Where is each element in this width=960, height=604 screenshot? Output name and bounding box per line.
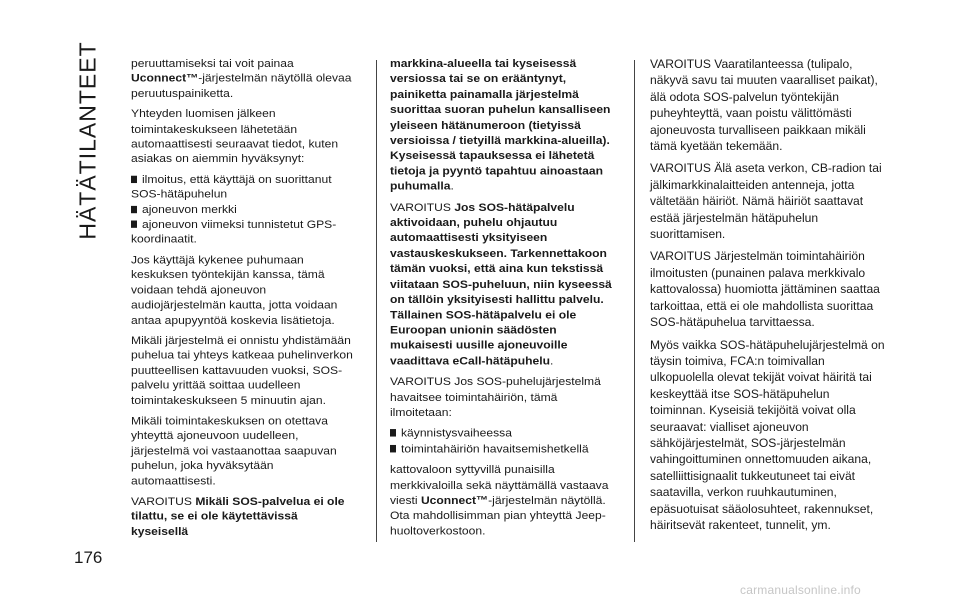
column-3 [650, 56, 886, 539]
uconnect-label: Uconnect™ [420, 493, 489, 507]
list-item [131, 217, 357, 247]
paragraph: Mikäli toimintakeskuksen on otettava yhteyttä ajoneuvoon uudelleen, järjestelmä voi vastaanottaa saapuvan puhelun, joka hyväksytään automaattisesti. [131, 414, 337, 488]
list-item [131, 202, 357, 217]
warning-label: VAROITUS [131, 494, 192, 508]
column-1 [131, 56, 357, 544]
list-item-text: toimintahäiriön havaitsemishetkellä [401, 441, 589, 456]
warning-text: markkina-alueella tai kyseisessä versiossa tai se on erääntynyt, painiketta painamalla järjestelmä suorittaa suoran puhelun kansalliseen yleiseen hätänumeroon (tietyissä versioissa / tietyillä markkina-alueilla). Kyseisessä tapauksessa ei lähetetä tietoja ja pyyntö tapahtuu ainoastaan puhumalla [390, 56, 611, 193]
paragraph [390, 462, 618, 539]
warning-paragraph: VAROITUS Jos SOS-puhelujärjestelmä havaitsee toimintahäiriön, tämä ilmoitetaan: [390, 374, 601, 419]
paragraph: Mikäli järjestelmä ei onnistu yhdistämään puhelua tai yhteys katkeaa puhelinverkon puutteellisen kattavuuden vuoksi, SOS-palvelu yrittää soittaa uudelleen toimintakeskukseen 5 minuutin ajan. [131, 333, 353, 407]
list-item-text: ilmoitus, että käyttäjä on suorittanut SOS-hätäpuhelun [131, 172, 332, 201]
warning-paragraph: VAROITUS Älä aseta verkon, CB-radion tai jälkimarkkinalaitteiden antenneja, jotta vältetään häiriöt. Nämä häiriöt saattavat estää järjestelmän hätäpuhelun suorittamisen. [650, 161, 882, 242]
uconnect-label: Uconnect™ [131, 71, 199, 85]
list-item-text: ajoneuvon merkki [142, 202, 237, 216]
list-item-text: käynnistysvaiheessa [401, 426, 512, 440]
column-divider-1 [376, 60, 377, 542]
bullet-icon [390, 429, 396, 436]
list-item [390, 441, 618, 456]
warning-text: Mikäli SOS-palvelua ei ole tilattu, se ei ole käytettävissä kyseisellä [131, 494, 345, 538]
column-2 [390, 56, 618, 544]
bullet-icon [131, 221, 137, 228]
warning-label: VAROITUS [390, 200, 451, 214]
section-title [68, 40, 108, 240]
warning-paragraph: VAROITUS Vaaratilanteessa (tulipalo, näkyvä savu tai muuten vaaralliset paikat), älä odota SOS-palvelun työntekijän puheyhteyttä, vaan poistu välittömästi ajoneuvosta turvalliseen paikkaan mikäli tämä kyetään tekemään. [650, 57, 878, 154]
text: . [549, 354, 554, 368]
bullet-icon [390, 445, 396, 452]
paragraph [131, 56, 357, 101]
warning-text: Jos SOS-hätäpalvelu aktivoidaan, puhelu ohjautuu automaattisesti yksityiseen vastauskeskukseen. Tarkennettakoon tämän vuoksi, että aina kun tekstissä viitataan SOS-puheluun, niin kyseessä on tällöin yksityisesti hallittu palvelu. Tällainen SOS-hätäpalvelu ei ole Euroopan unionin säädösten mukaisesti uusille ajoneuvoille vaadittava eCall-hätäpuhelu [390, 200, 612, 368]
list-item-text: ajoneuvon viimeksi tunnistetut GPS-koordinaatit. [131, 217, 337, 246]
warning-paragraph [131, 494, 357, 539]
section-title-text: HÄTÄTILANTEET [74, 40, 101, 240]
text: -järjestelmän näytöllä olevaa peruutuspainiketta. [131, 71, 352, 100]
list-item [390, 426, 618, 441]
list-item [131, 172, 357, 202]
bullet-icon [131, 176, 137, 183]
text: peruuttamiseksi tai voit painaa [131, 56, 294, 70]
text: . [450, 179, 454, 193]
warning-paragraph [390, 200, 618, 369]
page-number: 176 [74, 548, 103, 567]
warning-paragraph: VAROITUS Järjestelmän toimintahäiriön ilmoitusten (punainen palava merkkivalo kattovalossa) huomiotta jättäminen saattaa tarkoittaa, että ei ole mahdollista suorittaa SOS-hätäpuhelua tarvittaessa. [650, 249, 880, 330]
watermark: carmanualsonline.info [740, 583, 861, 597]
bullet-icon [131, 206, 137, 213]
paragraph: Jos käyttäjä kykenee puhumaan keskuksen työntekijän kanssa, tämä voidaan tehdä ajoneuvon audiojärjestelmän kautta, jotta voidaan antaa apupyyntöä koskevia lisätietoja. [131, 253, 338, 327]
text: kattovaloon syttyvillä punaisilla merkkivaloilla sekä näyttämällä vastaava viesti [390, 462, 609, 507]
column-divider-2 [634, 60, 635, 542]
paragraph: Myös vaikka SOS-hätäpuhelujärjestelmä on täysin toimiva, FCA:n toimivallan ulkopuolella olevat tekijät voivat häiritä tai keskeyttää itse SOS-hätäpuhelun toiminnan. Kyseisiä tekijöitä voivat olla seuraavat: vialliset ajoneuvon sähköjärjestelmät, SOS-järjestelmän vahingoittuminen onnettomuuden aikana, satelliittisignaalit tukkeutuneet tai eivät saatavilla, verkon ruuhkautuminen, epäsuotuisat sääolosuhteet, rakennukset, häiritsevät rakenteet, tunnelit, ym. [650, 337, 885, 532]
warning-paragraph [390, 56, 618, 194]
paragraph: Yhteyden luomisen jälkeen toimintakeskukseen lähetetään automaattisesti seuraavat tiedot, kuten asiakas on aiemmin hyväksynyt: [131, 107, 339, 166]
text: -järjestelmän näytöllä. Ota mahdollisimman pian yhteyttä Jeep-huoltoverkostoon. [390, 493, 606, 538]
